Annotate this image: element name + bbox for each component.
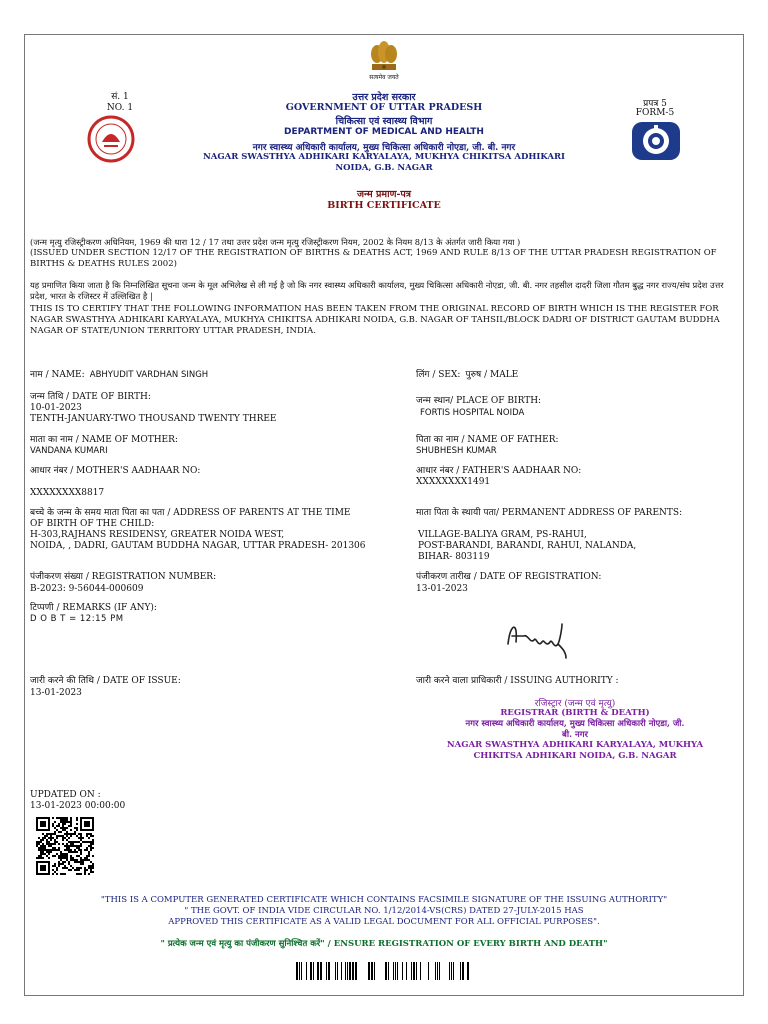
slogan-hi: " प्रत्येक जन्म एवं मृत्यु का पंजीकरण सुनिश्चित करें" / [160, 939, 331, 949]
department-hi: चिकित्सा एवं स्वास्थ्य विभाग [335, 116, 433, 127]
name-value: ABHYUDIT VARDHAN SINGH [89, 370, 209, 380]
authority-office-en-2: CHIKITSA ADHIKARI NOIDA, G.B. NAGAR [473, 751, 677, 761]
crs-logo-icon [630, 120, 682, 162]
title-hi: जन्म प्रमाण-पत्र [356, 189, 412, 200]
department-en: DEPARTMENT OF MEDICAL AND HEALTH [284, 127, 484, 137]
slogan [30, 938, 738, 949]
address-birth-line2: NOIDA, , DADRI, GAUTAM BUDDHA NAGAR, UTTAR PRADESH- 201306 [30, 541, 366, 551]
certify-hi: यह प्रमाणित किया जाता है कि निम्नलिखित सूचना जन्म के मूल अभिलेख से ली गई है जो कि नगर स्वास्थ्य अधिकारी कार्यालय, मुख्य चिकित्सा अधिकारी नोएडा, जी. बी. नगर तहसील दादरी जिला गौतम बुद्ध नगर राज्य/संघ प्रदेश उत्तर प्रदेश, भारत के रजिस्टर में उल्लिखित है | [30, 280, 724, 301]
issue-date-value: 13-01-2023 [30, 688, 82, 698]
registrar-en: REGISTRAR (BIRTH & DEATH) [500, 708, 650, 718]
address-birth-label-2: OF BIRTH OF THE CHILD: [30, 519, 155, 529]
registration-date-label: पंजीकरण तारीख / DATE OF REGISTRATION: [416, 572, 602, 582]
issuing-authority-label: जारी करने वाला प्राधिकारी / ISSUING AUTHORITY : [416, 676, 619, 686]
dob-label: जन्म तिथि / DATE OF BIRTH: [30, 392, 151, 402]
name-label: नाम / NAME: [30, 370, 85, 380]
updated-label: UPDATED ON : [30, 790, 101, 800]
registration-date-value: 13-01-2023 [416, 584, 468, 594]
address-birth-line1: H-303,RAJHANS RESIDENSY, GREATER NOIDA WEST, [30, 530, 285, 540]
government-hi: उत्तर प्रदेश सरकार [352, 92, 416, 103]
issued-under-en: (ISSUED UNDER SECTION 12/17 OF THE REGISTRATION OF BIRTHS & DEATHS ACT, 1969 AND RULE 8/13 OF THE UTTAR PRADESH REGISTRATION OF BIRTHS & DEATHS RULES 2002) [30, 248, 717, 269]
office-hi: नगर स्वास्थ्य अधिकारी कार्यालय, मुख्य चिकित्सा अधिकारी नोएडा, जी. बी. नगर [252, 143, 516, 153]
government-en: GOVERNMENT OF UTTAR PRADESH [285, 102, 483, 113]
mother-aadhaar-value: XXXXXXXX8817 [30, 488, 105, 498]
issued-under-hi: (जन्म मृत्यु रजिस्ट्रीकरण अधिनियम, 1969 की धारा 12 / 17 तथा उत्तर प्रदेश जन्म मृत्यु रजिस्ट्रीकरण नियम, 2002 के नियम 8/13 के अंतर्गत जारी किया गया ) [30, 237, 521, 247]
permanent-address-line3: BIHAR- 803119 [418, 552, 490, 562]
emblem-motto: सत्यमेव जयते [369, 74, 399, 81]
mother-aadhaar-label: आधार नंबर / MOTHER'S AADHAAR NO: [30, 466, 201, 476]
remarks-label: टिप्पणी / REMARKS (IF ANY): [30, 603, 157, 613]
footer-line1: "THIS IS A COMPUTER GENERATED CERTIFICATE WHICH CONTAINS FACSIMILE SIGNATURE OF THE ISSUING AUTHORITY" [100, 895, 668, 905]
mother-value: VANDANA KUMARI [30, 446, 108, 456]
sex-label: लिंग / SEX: [416, 370, 461, 380]
father-label: पिता का नाम / NAME OF FATHER: [416, 435, 559, 445]
remarks-value: D O B T = 12:15 PM [30, 614, 124, 624]
place-of-birth-label: जन्म स्थान/ PLACE OF BIRTH: [416, 396, 542, 406]
slogan-en: ENSURE REGISTRATION OF EVERY BIRTH AND DEATH" [333, 939, 608, 949]
dob-words: TENTH-JANUARY-TWO THOUSAND TWENTY THREE [30, 414, 277, 424]
registration-number-label: पंजीकरण संख्या / REGISTRATION NUMBER: [30, 572, 217, 582]
permanent-address-line2: POST-BARANDI, BARANDI, RAHUI, NALANDA, [418, 541, 637, 551]
father-aadhaar-value: XXXXXXXX1491 [416, 477, 491, 487]
address-birth-label-1: बच्चे के जन्म के समय माता पिता का पता / ADDRESS OF PARENTS AT THE TIME [30, 508, 351, 518]
authority-office-hi-2: बी. नगर [562, 730, 588, 740]
serial-number-hi: सं. 1 [111, 92, 129, 102]
registrar-hi: रजिस्ट्रार (जन्म एवं मृत्यु) [534, 699, 616, 709]
mother-label: माता का नाम / NAME OF MOTHER: [30, 435, 178, 445]
footer-line2: " THE GOVT. OF INDIA VIDE CIRCULAR NO. 1/12/2014-VS(CRS) DATED 27-JULY-2015 HAS [184, 906, 584, 916]
up-government-seal-icon [82, 114, 140, 164]
permanent-address-label: माता पिता के स्थायी पता/ PERMANENT ADDRESS OF PARENTS: [416, 508, 683, 518]
dob-value: 10-01-2023 [30, 403, 82, 413]
authority-office-hi-1: नगर स्वास्थ्य अधिकारी कार्यालय, मुख्य चिकित्सा अधिकारी नोएडा, जी. [465, 719, 685, 729]
registrar-signature-icon [500, 614, 580, 662]
sex-value: पुरुष / MALE [465, 370, 519, 380]
serial-number-en: NO. 1 [106, 103, 134, 113]
name-row [30, 362, 390, 381]
barcode-icon [296, 962, 472, 980]
father-aadhaar-label: आधार नंबर / FATHER'S AADHAAR NO: [416, 466, 582, 476]
authority-office-en-1: NAGAR SWASTHYA ADHIKARI KARYALAYA, MUKHYA [446, 740, 704, 750]
sex-row [416, 362, 518, 381]
registration-number-value: B-2023: 9-56044-000609 [30, 584, 144, 594]
form-number-hi: प्रपत्र 5 [643, 99, 667, 109]
certify-en: THIS IS TO CERTIFY THAT THE FOLLOWING INFORMATION HAS BEEN TAKEN FROM THE ORIGINAL RECORD OF BIRTH WHICH IS THE REGISTER FOR NAGAR SWASTHYA ADHIKARI KARYALAYA, MUKHYA CHIKITSA ADHIKARI NOIDA, G.B. NAGAR OF TAHSIL/BLOCK DADRI OF DISTRICT GAUTAM BUDDHA NAGAR OF STATE/UNION TERRITORY UTTAR PRADESH, INDIA. [30, 304, 720, 336]
father-value: SHUBHESH KUMAR [416, 446, 497, 456]
form-number-en: FORM-5 [635, 108, 675, 118]
qr-code-icon [36, 817, 94, 875]
permanent-address-line1: VILLAGE-BALIYA GRAM, PS-RAHUI, [418, 530, 587, 540]
footer-line3: APPROVED THIS CERTIFICATE AS A VALID LEGAL DOCUMENT FOR ALL OFFICIAL PURPOSES". [168, 917, 600, 927]
title-en: BIRTH CERTIFICATE [327, 200, 441, 211]
office-en-line2: NOIDA, G.B. NAGAR [335, 163, 433, 173]
place-of-birth-value: FORTIS HOSPITAL NOIDA [420, 408, 525, 418]
issue-date-label: जारी करने की तिथि / DATE OF ISSUE: [30, 676, 181, 686]
office-en-line1: NAGAR SWASTHYA ADHIKARI KARYALAYA, MUKHYA CHIKITSA ADHIKARI [202, 152, 566, 162]
updated-value: 13-01-2023 00:00:00 [30, 801, 126, 811]
